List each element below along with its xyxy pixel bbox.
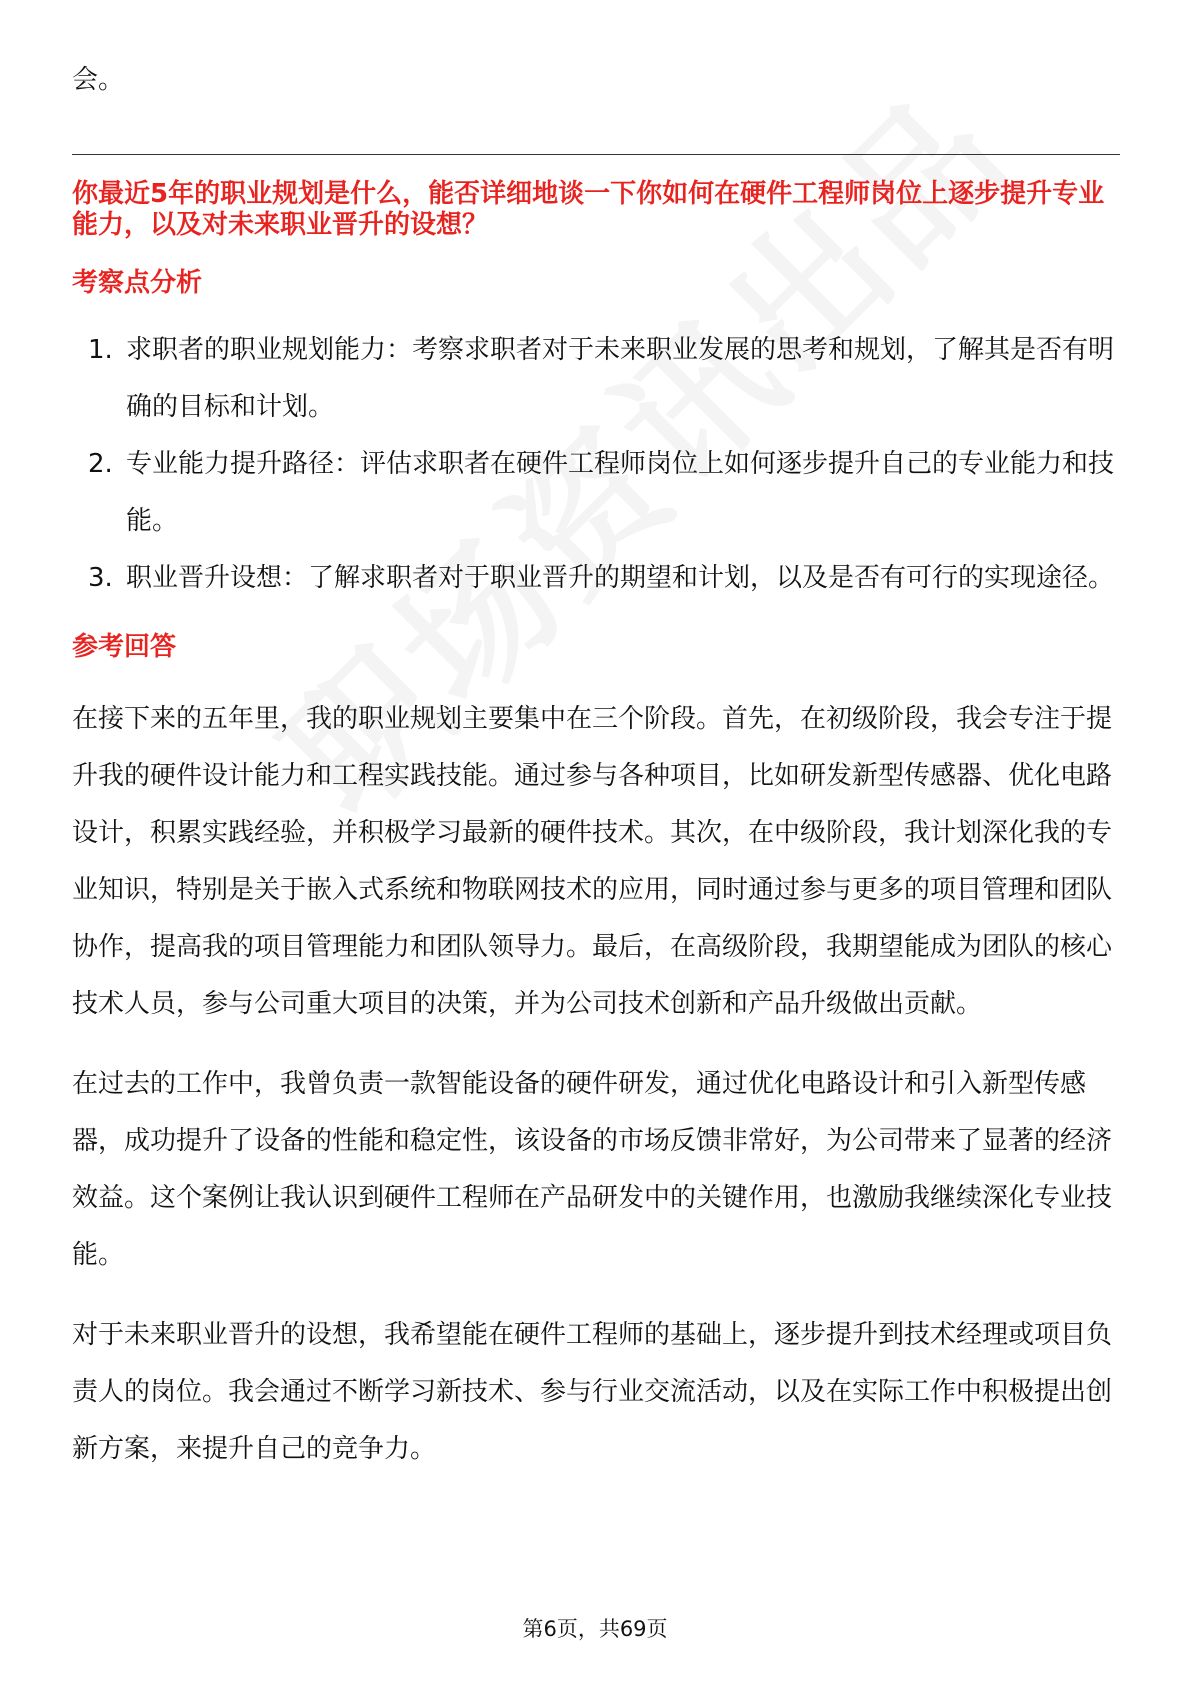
analysis-heading: 考察点分析 <box>72 268 203 298</box>
answer-heading: 参考回答 <box>72 632 177 662</box>
analysis-list <box>72 322 1120 607</box>
list-number: 3. <box>88 563 113 593</box>
divider-line <box>72 154 1120 155</box>
analysis-item-1 <box>72 322 1120 436</box>
answer-paragraph-2: 在过去的工作中，我曾负责一款智能设备的硬件研发，通过优化电路设计和引入新型传感器，成功提升了设备的性能和稳定性，该设备的市场反馈非常好，为公司带来了显著的经济效益。这个案例让我认识到硬件工程师在产品研发中的关键作用，也激励我继续深化专业技能。 <box>72 1069 1113 1270</box>
answer-paragraph-1: 在接下来的五年里，我的职业规划主要集中在三个阶段。首先，在初级阶段，我会专注于提升我的硬件设计能力和工程实践技能。通过参与各种项目，比如研发新型传感器、优化电路设计，积累实践经验，并积极学习最新的硬件技术。其次，在中级阶段，我计划深化我的专业知识，特别是关于嵌入式系统和物联网技术的应用，同时通过参与更多的项目管理和团队协作，提高我的项目管理能力和团队领导力。最后，在高级阶段，我期望能成为团队的核心技术人员，参与公司重大项目的决策，并为公司技术创新和产品升级做出贡献。 <box>72 704 1113 1019</box>
analysis-item-text: 求职者的职业规划能力：考察求职者对于未来职业发展的思考和规划，了解其是否有明确的目标和计划。 <box>126 335 1115 422</box>
analysis-item-text: 职业晋升设想：了解求职者对于职业晋升的期望和计划，以及是否有可行的实现途径。 <box>126 563 1115 593</box>
previous-text-tail: 会。 <box>72 65 125 95</box>
list-number: 1. <box>88 335 113 365</box>
analysis-item-text: 专业能力提升路径：评估求职者在硬件工程师岗位上如何逐步提升自己的专业能力和技能。 <box>126 449 1115 536</box>
question-heading: 你最近5年的职业规划是什么，能否详细地谈一下你如何在硬件工程师岗位上逐步提升专业能力，以及对未来职业晋升的设想？ <box>72 179 1105 240</box>
analysis-item-3 <box>72 550 1120 607</box>
answer-paragraph-3: 对于未来职业晋升的设想，我希望能在硬件工程师的基础上，逐步提升到技术经理或项目负责人的岗位。我会通过不断学习新技术、参与行业交流活动，以及在实际工作中积极提出创新方案，来提升自己的竞争力。 <box>72 1320 1113 1464</box>
page-number: 第6页，共69页 <box>522 1617 668 1641</box>
analysis-item-2 <box>72 436 1120 550</box>
list-number: 2. <box>88 449 113 479</box>
page-content <box>72 52 1120 1478</box>
